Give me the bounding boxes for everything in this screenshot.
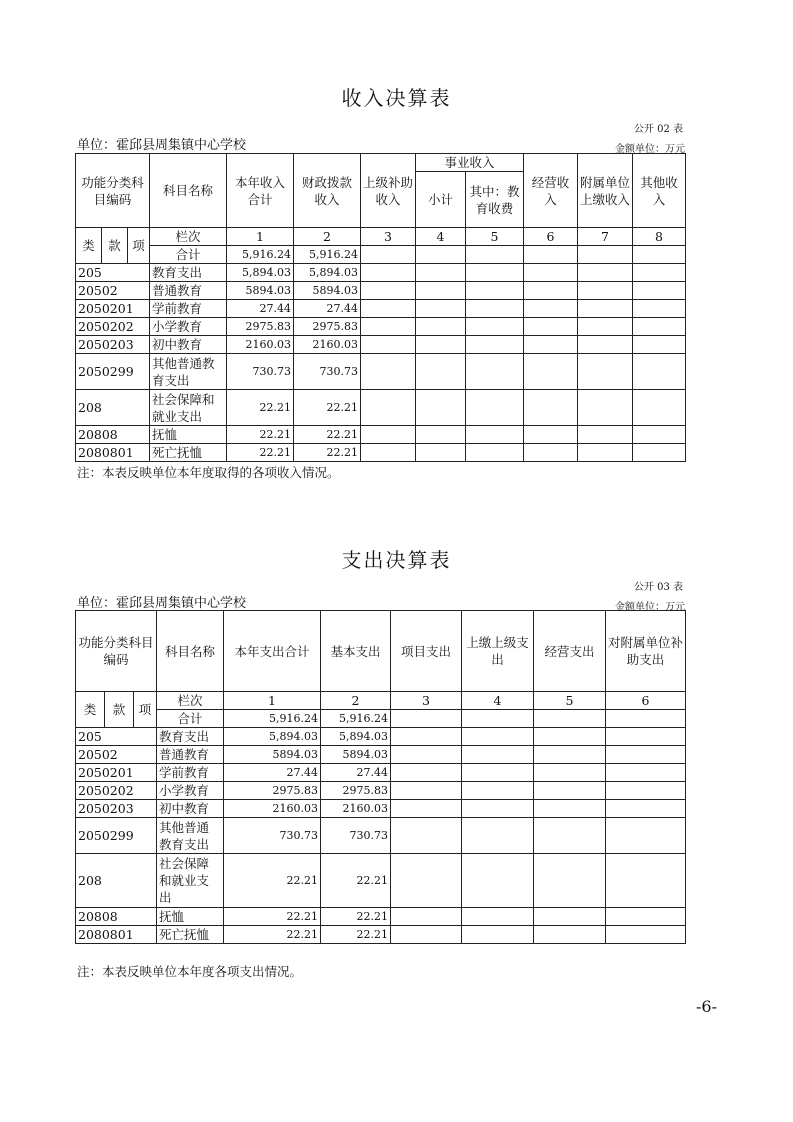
row-value-2: 730.73 <box>294 354 361 390</box>
table-row <box>76 354 686 390</box>
row-code: 2050203 <box>76 800 157 818</box>
income-money-unit: 金额单位：万元 <box>615 144 685 155</box>
income-col-num: 8 <box>633 228 686 246</box>
expense-header-name: 科目名称 <box>157 611 224 692</box>
row-name: 社会保障和就业支出 <box>157 854 224 908</box>
row-name: 小学教育 <box>157 782 224 800</box>
row-code: 20502 <box>76 746 157 764</box>
row-name: 其他普通教育支出 <box>150 354 227 390</box>
row-value-1: 5894.03 <box>224 746 321 764</box>
table-row <box>76 426 686 444</box>
row-value-1: 730.73 <box>227 354 294 390</box>
income-col-num: 3 <box>361 228 416 246</box>
page-number: -6- <box>696 997 717 1016</box>
table-row <box>76 926 686 944</box>
row-name: 初中教育 <box>150 336 227 354</box>
row-name: 教育支出 <box>157 728 224 746</box>
row-value-1: 5,894.03 <box>227 264 294 282</box>
row-value-2: 2160.03 <box>294 336 361 354</box>
row-name: 普通教育 <box>157 746 224 764</box>
row-code: 2050201 <box>76 764 157 782</box>
income-sum-fiscal: 5,916.24 <box>294 246 361 264</box>
row-value-1: 27.44 <box>224 764 321 782</box>
row-value-1: 22.21 <box>227 426 294 444</box>
expense-col-num: 4 <box>462 692 534 710</box>
table-row <box>76 908 686 926</box>
expense-header-xiang: 项 <box>134 692 157 728</box>
expense-header-project: 项目支出 <box>391 611 462 692</box>
income-col-num: 6 <box>524 228 578 246</box>
income-col-num: 1 <box>227 228 294 246</box>
row-name: 初中教育 <box>157 800 224 818</box>
row-value-1: 22.21 <box>224 854 321 908</box>
income-table <box>75 153 686 462</box>
row-name: 抚恤 <box>157 908 224 926</box>
expense-col-num: 2 <box>321 692 391 710</box>
income-header-kuan: 款 <box>102 228 128 264</box>
expense-title: 支出决算表 <box>341 548 452 572</box>
row-value-1: 5,894.03 <box>224 728 321 746</box>
row-value-2: 5894.03 <box>321 746 391 764</box>
row-name: 学前教育 <box>150 300 227 318</box>
table-row <box>76 782 686 800</box>
row-code: 2050203 <box>76 336 150 354</box>
income-col-num: 5 <box>466 228 524 246</box>
income-note: 注：本表反映单位本年度取得的各项收入情况。 <box>77 465 340 480</box>
income-header-lei: 类 <box>76 228 102 264</box>
row-value-2: 22.21 <box>321 926 391 944</box>
table-row <box>76 390 686 426</box>
row-value-2: 2160.03 <box>321 800 391 818</box>
expense-header-operating: 经营支出 <box>534 611 606 692</box>
income-col-num: 4 <box>416 228 466 246</box>
row-name: 社会保障和就业支出 <box>150 390 227 426</box>
row-code: 2080801 <box>76 444 150 462</box>
row-code: 2050299 <box>76 354 150 390</box>
table-row <box>76 444 686 462</box>
expense-col-num: 5 <box>534 692 606 710</box>
expense-header-basic: 基本支出 <box>321 611 391 692</box>
expense-table-code: 公开 03 表 <box>633 582 683 593</box>
row-value-1: 730.73 <box>224 818 321 854</box>
table-row <box>76 746 686 764</box>
row-value-1: 22.21 <box>227 390 294 426</box>
row-value-2: 5,894.03 <box>321 728 391 746</box>
row-name: 小学教育 <box>150 318 227 336</box>
table-row <box>76 818 686 854</box>
table-row <box>76 854 686 908</box>
income-col-num: 7 <box>578 228 633 246</box>
row-name: 学前教育 <box>157 764 224 782</box>
income-header-business: 事业收入 <box>416 154 524 172</box>
row-code: 205 <box>76 728 157 746</box>
income-header-name: 科目名称 <box>150 154 227 228</box>
row-value-2: 27.44 <box>294 300 361 318</box>
income-table-code: 公开 02 表 <box>633 124 683 135</box>
expense-sum-total: 5,916.24 <box>224 710 321 728</box>
row-value-2: 22.21 <box>321 854 391 908</box>
row-code: 2050299 <box>76 818 157 854</box>
income-sum-label: 合计 <box>150 246 227 264</box>
row-code: 2050202 <box>76 318 150 336</box>
row-value-1: 22.21 <box>227 444 294 462</box>
row-name: 死亡抚恤 <box>157 926 224 944</box>
expense-header-lei: 类 <box>76 692 105 728</box>
table-row <box>76 282 686 300</box>
table-row <box>76 336 686 354</box>
table-row <box>76 728 686 746</box>
expense-header-total: 本年支出合计 <box>224 611 321 692</box>
row-value-1: 2975.83 <box>224 782 321 800</box>
expense-note: 注：本表反映单位本年度各项支出情况。 <box>77 964 303 979</box>
row-code: 208 <box>76 390 150 426</box>
row-value-2: 5894.03 <box>294 282 361 300</box>
expense-table <box>75 610 686 944</box>
expense-header-paid-up: 上缴上级支出 <box>462 611 534 692</box>
row-value-1: 27.44 <box>227 300 294 318</box>
income-header-total: 本年收入合计 <box>227 154 294 228</box>
income-header-affiliate: 附属单位上缴收入 <box>578 154 633 228</box>
row-code: 2080801 <box>76 926 157 944</box>
income-header-operating: 经营收入 <box>524 154 578 228</box>
income-header-edu-fee: 其中：教育收费 <box>466 172 524 228</box>
table-row <box>76 300 686 318</box>
row-value-2: 22.21 <box>294 390 361 426</box>
expense-header-lanci: 栏次 <box>157 692 224 710</box>
table-row <box>76 318 686 336</box>
income-header-subtotal: 小计 <box>416 172 466 228</box>
expense-col-num: 3 <box>391 692 462 710</box>
row-code: 2050202 <box>76 782 157 800</box>
row-name: 教育支出 <box>150 264 227 282</box>
row-value-2: 730.73 <box>321 818 391 854</box>
row-value-2: 27.44 <box>321 764 391 782</box>
row-value-1: 22.21 <box>224 908 321 926</box>
row-code: 20502 <box>76 282 150 300</box>
table-row <box>76 764 686 782</box>
expense-col-num: 6 <box>606 692 686 710</box>
expense-header-subsidy: 对附属单位补助支出 <box>606 611 686 692</box>
row-name: 普通教育 <box>150 282 227 300</box>
row-code: 205 <box>76 264 150 282</box>
income-header-other: 其他收入 <box>633 154 686 228</box>
row-value-2: 2975.83 <box>321 782 391 800</box>
row-value-1: 5894.03 <box>227 282 294 300</box>
row-value-2: 5,894.03 <box>294 264 361 282</box>
row-name: 抚恤 <box>150 426 227 444</box>
row-code: 20808 <box>76 908 157 926</box>
income-header-func: 功能分类科目编码 <box>76 154 150 228</box>
income-header-lanci: 栏次 <box>150 228 227 246</box>
row-value-2: 22.21 <box>321 908 391 926</box>
expense-sum-basic: 5,916.24 <box>321 710 391 728</box>
row-name: 死亡抚恤 <box>150 444 227 462</box>
expense-header-kuan: 款 <box>105 692 134 728</box>
row-value-2: 22.21 <box>294 426 361 444</box>
row-code: 208 <box>76 854 157 908</box>
income-sum-total: 5,916.24 <box>227 246 294 264</box>
expense-sum-label: 合计 <box>157 710 224 728</box>
income-header-fiscal: 财政拨款收入 <box>294 154 361 228</box>
income-unit: 单位：霍邱县周集镇中心学校 <box>77 138 247 153</box>
table-row <box>76 800 686 818</box>
row-value-2: 2975.83 <box>294 318 361 336</box>
income-header-xiang: 项 <box>128 228 150 264</box>
expense-money-unit: 金额单位：万元 <box>615 602 685 613</box>
row-code: 20808 <box>76 426 150 444</box>
income-col-num: 2 <box>294 228 361 246</box>
row-value-1: 22.21 <box>224 926 321 944</box>
row-code: 2050201 <box>76 300 150 318</box>
expense-col-num: 1 <box>224 692 321 710</box>
income-title: 收入决算表 <box>341 86 452 110</box>
expense-header-func: 功能分类科目编码 <box>76 611 157 692</box>
row-value-1: 2975.83 <box>227 318 294 336</box>
row-value-1: 2160.03 <box>227 336 294 354</box>
row-name: 其他普通教育支出 <box>157 818 224 854</box>
row-value-1: 2160.03 <box>224 800 321 818</box>
row-value-2: 22.21 <box>294 444 361 462</box>
table-row <box>76 264 686 282</box>
expense-unit: 单位：霍邱县周集镇中心学校 <box>77 596 247 611</box>
income-header-superior: 上级补助收入 <box>361 154 416 228</box>
